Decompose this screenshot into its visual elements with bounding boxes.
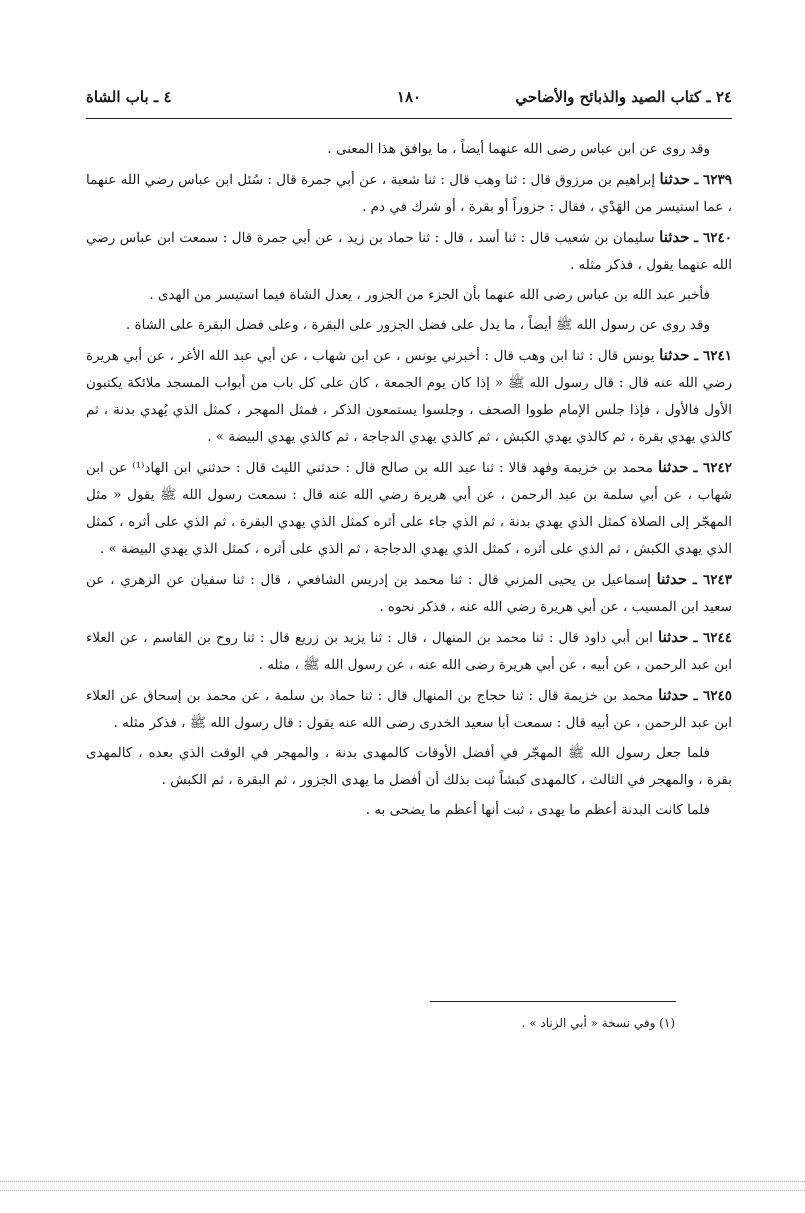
- hadith-number: ٦٢٤٤ ـ: [693, 630, 733, 646]
- hadith-paragraph: [86, 566, 732, 621]
- hadith-number: ٦٢٤٠ ـ: [694, 230, 732, 246]
- page-number: ١٨٠: [396, 88, 422, 106]
- paragraph-text: إبراهيم بن مرزوق قال : ثنا وهب قال : ثنا شعبة ، عن أبي جمرة قال : سُئل ابن عباس رضي الله عنهما ، عما استيسر من الهَدْي ، فقال : جزوراً أو بقرة ، أو شرك في دم .: [86, 172, 732, 215]
- paragraph-text: إسماعيل بن يحيى المزني قال : ثنا محمد بن إدريس الشافعي ، قال : ثنا سفيان عن الزهري ، عن سعيد ابن المسيب ، عن أبي هريرة رضي الله عنه ، فذكر نحوه .: [86, 572, 732, 615]
- hadith-number: ٦٢٤٢ ـ: [693, 460, 732, 476]
- hadith-paragraph: [86, 454, 732, 563]
- footnote-rule: [430, 1001, 676, 1002]
- narration-keyword: حدثنا: [659, 228, 690, 246]
- scan-edge-line: [0, 1190, 805, 1191]
- hadith-number: ٦٢٤٣ ـ: [692, 572, 732, 588]
- narration-keyword: حدثنا: [658, 628, 689, 646]
- paragraph: [86, 282, 732, 309]
- hadith-number: ٦٢٤١ ـ: [694, 348, 733, 364]
- paragraph-text: وقد روى عن رسول الله ﷺ أيضاً ، ما يدل على فضل الجزور على البقرة ، وعلى فضل البقرة على الشاة .: [125, 317, 710, 333]
- hadith-paragraph: [86, 624, 732, 679]
- hadith-number: ٦٢٣٩ ـ: [694, 172, 733, 188]
- paragraph-text: فلما كانت البدنة أعظم ما يهدى ، ثبت أنها أعظم ما يضحى به .: [365, 802, 710, 818]
- paragraph-text: فأخبر عبد الله بن عباس رضى الله عنهما بأن الجزء من الجزور ، يعدل الشاة فيما استيسر من الهدى .: [149, 287, 710, 303]
- narration-keyword: حدثنا: [658, 458, 689, 476]
- paragraph: [86, 312, 732, 339]
- hadith-number: ٦٢٤٥ ـ: [693, 688, 732, 704]
- paragraph: [86, 136, 732, 163]
- paragraph-text: فلما جعل رسول الله ﷺ المهجّر في أفضل الأوقات كالمهدى بدنة ، والمهجر في الوقت الذي بعده ، كالمهدى بقرة ، والمهجر في الثالث ، كالمهدى كبشاً ثبت بذلك أن أفضل ما يهدى الجزور ، ثم البقرة ، ثم الكبش .: [86, 745, 732, 788]
- footnote: (١) وفي نسخة « أبي الزناد » .: [521, 1016, 675, 1030]
- paragraph: [86, 740, 732, 794]
- header-rule: [86, 118, 732, 119]
- narration-keyword: حدثنا: [656, 570, 688, 588]
- paragraph-text: محمد بن خزيمة وفهد قالا : ثنا عبد الله بن صالح قال : حدثني الليث قال : حدثني ابن الهاد⁽¹⁾ عن ابن شهاب ، عن أبي سلمة بن عبد الرحمن ، عن أبي هريرة رضي الله عنه قال : سمعت رسول الله ﷺ يقول « مثل المهجّر إلى الصلاة كمثل الذي يهدي بدنة ، ثم الذي جاء على أثره كمثل الذي يهدي البقرة ، ثم الذي على أثره ، كمثل الذي يهدي الكبش ، ثم الذي على أثره ، كمثل الذي يهدي الدجاجة ، ثم الذي على أثره ، كمثل الذي يهدي البيضة » .: [86, 460, 732, 557]
- body-text: [86, 136, 732, 827]
- paragraph: [86, 797, 732, 824]
- narration-keyword: حدثنا: [658, 686, 689, 704]
- running-header: [86, 88, 732, 114]
- section-title: ٤ ـ باب الشاة: [86, 88, 172, 106]
- hadith-paragraph: [86, 682, 732, 737]
- narration-keyword: حدثنا: [659, 170, 690, 188]
- paragraph-text: وقد روى عن ابن عباس رضى الله عنهما أيضاً ، ما يوافق هذا المعنى .: [327, 141, 710, 157]
- paragraph-text: يونس قال : ثنا ابن وهب قال : أخبرني يونس ، عن ابن شهاب ، عن أبي عبد الله الأغر ، عن أبي هريرة رضي الله عنه قال : قال رسول الله ﷺ « إذا كان يوم الجمعة ، كان على كل باب من أبواب المسجد ملائكة يكتبون الأول فالأول ، فإذا جلس الإمام طووا الصحف ، وجلسوا يستمعون الذكر ، فمثل المهجر ، كمثل الذي يُهدي بدنة ، ثم كالذي يهدي بقرة ، ثم كالذي يهدي الكبش ، ثم كالذي يهدي الدجاجة ، ثم كالذي يهدي البيضة » .: [86, 348, 732, 445]
- hadith-paragraph: [86, 166, 732, 221]
- paragraph-text: محمد بن خزيمة قال : ثنا حجاج بن المنهال قال : ثنا حماد بن سلمة ، عن محمد بن إسحاق عن العلاء ابن عبد الرحمن ، عن أبيه قال : سمعت أبا سعيد الخدرى رضى الله عنه يقول : قال رسول الله ﷺ ، فذكر مثله .: [86, 688, 732, 731]
- chapter-title: ٢٤ ـ كتاب الصيد والذبائح والأضاحي: [515, 88, 732, 106]
- scan-edge-line: [0, 1181, 805, 1182]
- paragraph-text: ابن أبي داود قال : ثنا محمد بن المنهال ، قال : ثنا يزيد بن زريع قال : ثنا روح بن القاسم ، عن العلاء ابن عبد الرحمن ، عن أبيه ، عن أبي هريرة رضى الله عنه ، عن رسول الله ﷺ ، مثله .: [86, 630, 732, 673]
- hadith-paragraph: [86, 224, 732, 279]
- paragraph-text: سليمان بن شعيب قال : ثنا أسد ، قال : ثنا حماد بن زيد ، عن أبي جمرة قال : سمعت ابن عباس رضي الله عنهما يقول ، فذكر مثله .: [86, 230, 732, 273]
- narration-keyword: حدثنا: [659, 346, 690, 364]
- hadith-paragraph: [86, 342, 732, 451]
